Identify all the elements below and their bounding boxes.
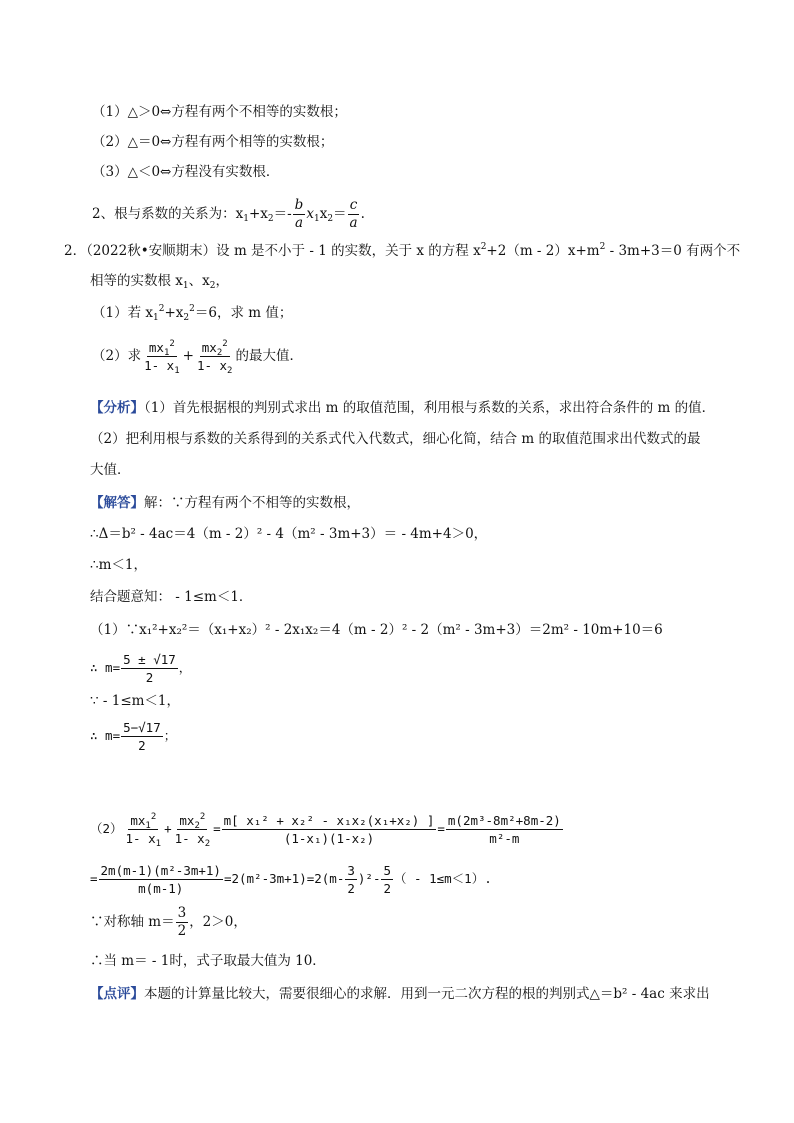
- analysis-line-2: （2）把利用根与系数的关系得到的关系式代入代数式，细心化简，结合 m 的取值范围求出代数式的最: [90, 431, 701, 447]
- part1-range: ∵ - 1≤m＜1，: [90, 693, 181, 709]
- part2-axis: ∵对称轴 m＝ $\frac{3}{2}$ ，2＞0，: [90, 905, 247, 939]
- part2-step-1: （2） $\frac{mx_1^2}{1- x_1}$ + $\frac{mx_2^2}{1- x_2}$ = $\frac{\text{m[ x₁² + x₂² - x₁x₂(x₁+x₂) ]}}{\text{(1-x₁)(1-x₂)}}$ = $\frac{\text{m(2m³-8m²+8m-2)}}{\text{m²-m}}$: [90, 812, 561, 849]
- analysis-line-1: 【分析】（1）首先根据根的判别式求出 m 的取值范围，利用根与系数的关系，求出符合条件的 m 的值．: [90, 400, 716, 416]
- rule-1: （1）△＞0⇔方程有两个不相等的实数根；: [92, 104, 347, 120]
- part2-step-2: = $\frac{\text{2m(m-1)(m²-3m+1)}}{m(m-1)}$ =2(m²-3m+1)=2(m- $\frac{3}{2}$ )²- $\frac{5}{2}$ （ - 1≤m＜1）.: [90, 863, 492, 896]
- question-1: （1）若 $x_1^2+x_2^2=6$，求 m 值；: [92, 304, 293, 323]
- part2-conclusion: ∴当 m＝ - 1时，式子取最大值为 10．: [90, 953, 326, 969]
- solution-delta: ∴Δ＝b² - 4ac＝4（m - 2）² - 4（m² - 3m+3）＝ - 4m+4＞0，: [90, 526, 488, 542]
- rule-3: （3）△＜0⇔方程没有实数根．: [92, 164, 280, 180]
- rule-4-vieta: 2、根与系数的关系为：$x_1+x_2=-$ $\frac{b}{a}$ $x_1x_2=$ $\frac{c}{a}$ .: [92, 197, 365, 231]
- solution-m-lt-1: ∴m＜1，: [90, 557, 147, 573]
- comment-line: 【点评】本题的计算量比较大，需要很细心的求解．用到一元二次方程的根的判别式△＝b² - 4ac 来求出: [90, 986, 710, 1002]
- analysis-line-3: 大值．: [90, 462, 131, 478]
- question-2: （2）求 $\frac{mx_1^2}{1- x_1}$ + $\frac{mx_2^2}{1- x_2}$ 的最大值．: [92, 339, 303, 376]
- part1-expansion: （1）∵x₁²+x₂²＝（x₁+x₂）² - 2x₁x₂＝4（m - 2）² - 2（m² - 3m+3）＝2m² - 10m+10＝6: [90, 622, 663, 638]
- rule-2: （2）△＝0⇔方程有两个相等的实数根；: [92, 134, 334, 150]
- solution-intro: 【解答】解：∵方程有两个不相等的实数根，: [90, 495, 360, 511]
- problem-stem-line2: 相等的实数根 $x_1$、$x_2$，: [90, 273, 229, 291]
- problem-stem: 2．（2022秋•安顺期末）设 m 是不小于 - 1 的实数，关于 x 的方程 $x^2+2(m - 2)x+m^2 - 3m+3=0$ 有两个不: [64, 242, 741, 259]
- part1-roots: ∴ m= $\frac{5 \pm √17}{2}$ ，: [90, 652, 192, 685]
- solution-combine: 结合题意知： - 1≤m＜1．: [90, 589, 253, 605]
- part1-answer: ∴ m= $\frac{5-√17}{2}$ ；: [90, 720, 177, 753]
